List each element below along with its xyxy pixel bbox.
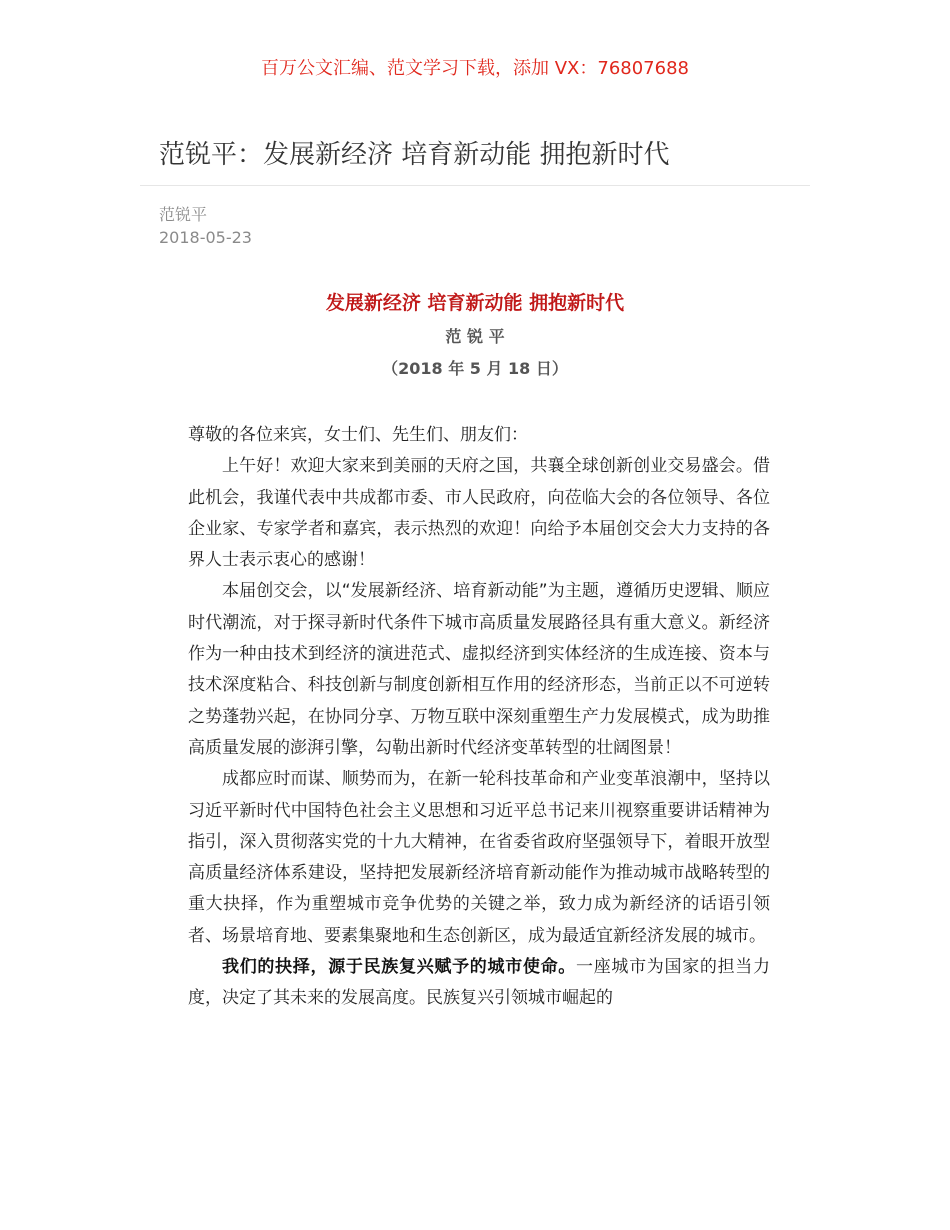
article-body <box>188 420 770 1015</box>
article-author: 范 锐 平 <box>445 327 505 346</box>
title-divider <box>140 185 810 186</box>
paragraph-3: 成都应时而谋、顺势而为，在新一轮科技革命和产业变革浪潮中，坚持以习近平新时代中国特色社会主义思想和习近平总书记来川视察重要讲话精神为指引，深入贯彻落实党的十九大精神，在省委省政府坚强领导下，着眼开放型高质量经济体系建设，坚持把发展新经济培育新动能作为推动城市战略转型的重大抉择，作为重塑城市竞争优势的关键之举，致力成为新经济的话语引领者、场景培育地、要素集聚地和生态创新区，成为最适宜新经济发展的城市。 <box>188 769 770 946</box>
meta-date: 2018-05-23 <box>159 228 252 247</box>
page-title: 范锐平：发展新经济 培育新动能 拥抱新时代 <box>159 140 670 170</box>
paragraph-4-text: 一座城市为国家的担当力度，决定了其未来的发展高度。民族复兴引领城市崛起的 <box>188 957 770 1009</box>
paragraph-1: 上午好！欢迎大家来到美丽的天府之国，共襄全球创新创业交易盛会。借此机会，我谨代表中共成都市委、市人民政府，向莅临大会的各位领导、各位企业家、专家学者和嘉宾，表示热烈的欢迎！向给予本届创交会大力支持的各界人士表示衷心的感谢！ <box>188 456 770 571</box>
article-date: （2018 年 5 月 18 日） <box>382 359 568 378</box>
promo-banner: 百万公文汇编、范文学习下载，添加 VX：76807688 <box>261 58 689 79</box>
salutation: 尊敬的各位来宾，女士们、先生们、朋友们： <box>188 425 528 445</box>
paragraph-4-lead: 我们的抉择，源于民族复兴赋予的城市使命。 <box>222 957 576 978</box>
paragraph-4 <box>188 952 770 1015</box>
article-title: 发展新经济 培育新动能 拥抱新时代 <box>325 292 625 314</box>
paragraph-2: 本届创交会，以“发展新经济、培育新动能”为主题，遵循历史逻辑、顺应时代潮流，对于探寻新时代条件下城市高质量发展路径具有重大意义。新经济作为一种由技术到经济的演进范式、虚拟经济到实体经济的生成连接、资本与技术深度粘合、科技创新与制度创新相互作用的经济形态，当前正以不可逆转之势蓬勃兴起，在协同分享、万物互联中深刻重塑生产力发展模式，成为助推高质量发展的澎湃引擎，勾勒出新时代经济变革转型的壮阔图景！ <box>188 581 770 758</box>
meta-author: 范锐平 <box>159 205 208 224</box>
